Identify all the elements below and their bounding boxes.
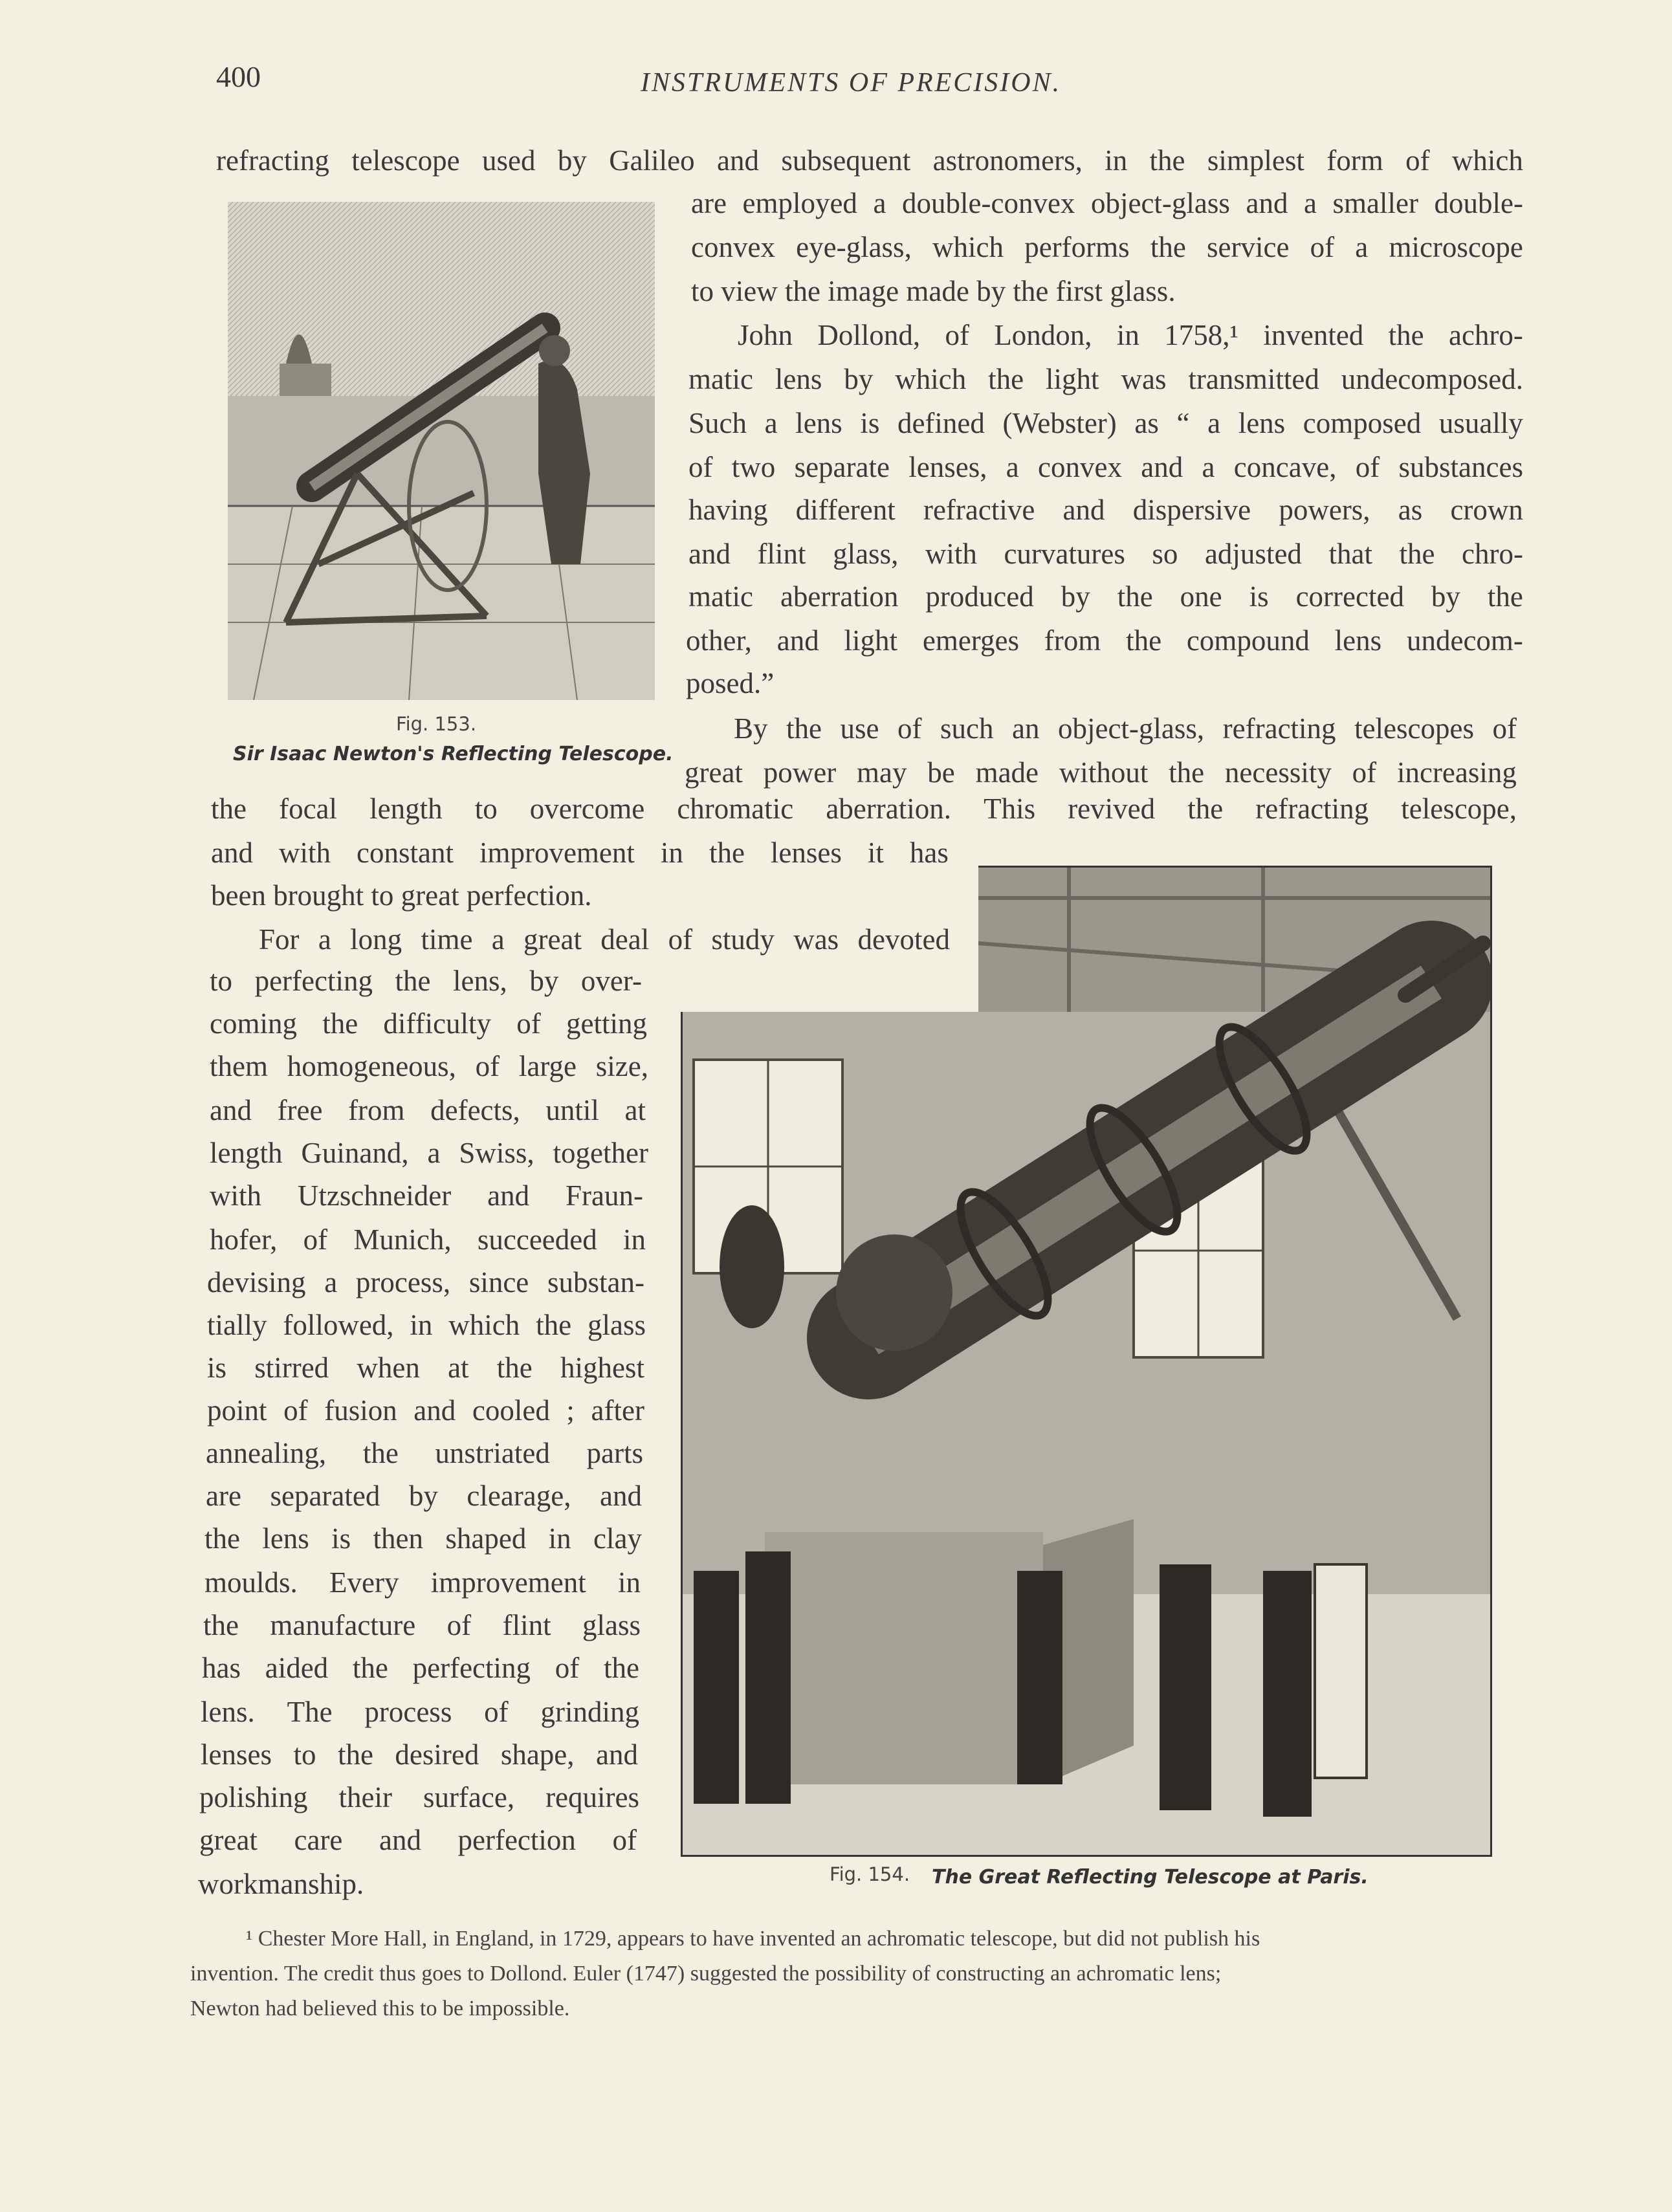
- figure-153-number: Fig. 153.: [396, 713, 477, 735]
- body-line: polishing their surface, requires: [199, 1781, 639, 1813]
- body-line: is stirred when at the highest: [207, 1352, 644, 1384]
- body-line: By the use of such an object-glass, refracting telescopes of: [734, 712, 1517, 745]
- body-line: them homogeneous, of large size,: [210, 1050, 648, 1082]
- figure-153-engraving: [228, 202, 655, 700]
- body-line: length Guinand, a Swiss, together: [210, 1137, 648, 1169]
- body-line: great care and perfection of: [199, 1824, 637, 1856]
- figure-154-number: Fig. 154.: [830, 1863, 910, 1885]
- body-line: moulds. Every improvement in: [204, 1566, 641, 1599]
- page-number: 400: [216, 60, 261, 93]
- body-line: having different refractive and dispersive powers, as crown: [688, 494, 1523, 526]
- body-line: has aided the perfecting of the: [202, 1652, 639, 1684]
- body-line: annealing, the unstriated parts: [206, 1437, 643, 1469]
- body-line: Such a lens is defined (Webster) as “ a lens composed usually: [688, 407, 1523, 439]
- footnote-line: ¹ Chester More Hall, in England, in 1729, appears to have invented an achromatic telescope, but did not publish his: [246, 1927, 1260, 1951]
- body-line: are employed a double-convex object-glass and a smaller double-: [691, 187, 1523, 219]
- body-line: convex eye-glass, which performs the service of a microscope: [691, 231, 1523, 263]
- body-line: are separated by clearage, and: [206, 1480, 642, 1512]
- body-line: and with constant improvement in the lenses it has: [211, 837, 949, 869]
- body-line: been brought to great perfection.: [211, 879, 592, 912]
- figure-154-engraving: [681, 866, 1492, 1857]
- body-line: tially followed, in which the glass: [207, 1309, 646, 1341]
- body-line: with Utzschneider and Fraun-: [210, 1179, 643, 1212]
- body-line: point of fusion and cooled ; after: [207, 1394, 644, 1427]
- body-line: matic aberration produced by the one is corrected by the: [688, 580, 1523, 613]
- body-line: For a long time a great deal of study was devoted: [259, 923, 950, 956]
- body-line: matic lens by which the light was transmitted undecomposed.: [688, 363, 1523, 395]
- body-line: the lens is then shaped in clay: [204, 1522, 642, 1555]
- body-line: and free from defects, until at: [210, 1094, 646, 1126]
- body-line: of two separate lenses, a convex and a concave, of substances: [688, 451, 1523, 483]
- running-title: INSTRUMENTS OF PRECISION.: [641, 68, 1062, 98]
- footnote-line: Newton had believed this to be impossible.: [190, 1997, 570, 2020]
- figure-154-caption: The Great Reflecting Telescope at Paris.: [932, 1866, 1369, 1889]
- body-line: coming the difficulty of getting: [210, 1007, 647, 1040]
- body-line: posed.”: [686, 667, 775, 699]
- body-line: lens. The process of grinding: [201, 1696, 639, 1728]
- footnote-line: invention. The credit thus goes to Dollond. Euler (1747) suggested the possibility of constructing an achromatic lens;: [190, 1962, 1222, 1986]
- body-line: to view the image made by the first glass.: [691, 275, 1176, 307]
- body-line: great power may be made without the necessity of increasing: [685, 756, 1517, 789]
- body-line: to perfecting the lens, by over-: [210, 965, 642, 997]
- body-line: workmanship.: [198, 1868, 364, 1900]
- body-line: hofer, of Munich, succeeded in: [210, 1223, 646, 1256]
- body-line: the focal length to overcome chromatic aberration. This revived the refracting telescope,: [211, 793, 1517, 825]
- body-line: John Dollond, of London, in 1758,¹ invented the achro-: [738, 319, 1523, 351]
- body-line: other, and light emerges from the compound lens undecom-: [686, 624, 1523, 657]
- body-line: the manufacture of flint glass: [203, 1609, 641, 1641]
- body-line: refracting telescope used by Galileo and subsequent astronomers, in the simplest form of which: [216, 144, 1523, 177]
- body-line: devising a process, since substan-: [207, 1266, 644, 1298]
- body-line: and flint glass, with curvatures so adjusted that the chro-: [688, 538, 1523, 570]
- body-line: lenses to the desired shape, and: [201, 1738, 638, 1771]
- figure-153-caption: Sir Isaac Newton's Reflecting Telescope.: [233, 743, 674, 765]
